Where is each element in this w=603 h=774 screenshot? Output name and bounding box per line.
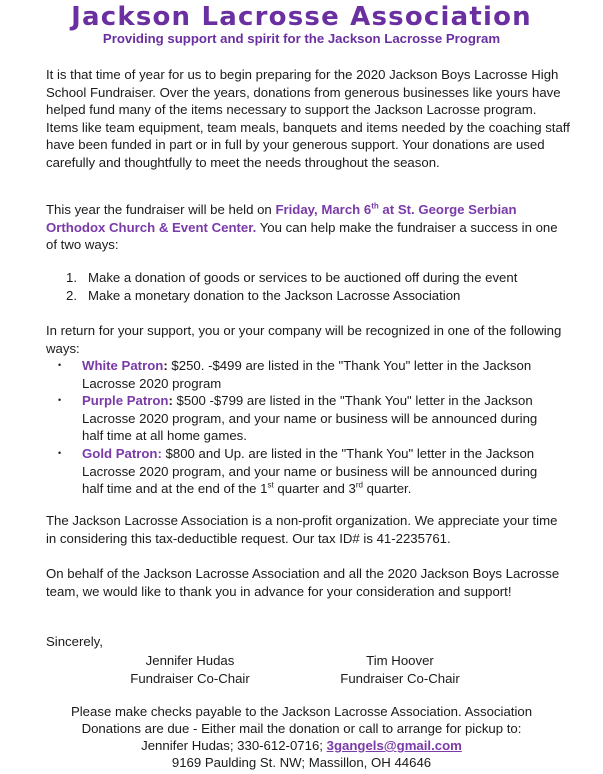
- footer-line: Donations are due - Either mail the donation or call to arrange for pickup to:: [81, 721, 522, 736]
- tier-text: $500 -$799 are listed in the "Thank You" letter in the Jackson Lacrosse 2020 program, and your name or business will be announced during half time at all home games.: [82, 393, 538, 444]
- footer-address: 9169 Paulding St. NW; Massillon, OH 44646: [171, 755, 432, 770]
- contact-text: Jennifer Hudas; 330-612-0716;: [141, 738, 327, 753]
- list-item: [66, 287, 566, 305]
- event-paragraph: [46, 201, 566, 254]
- bullet-icon: •: [58, 447, 62, 458]
- intro-paragraph: It is that time of year for us to begin preparing for the 2020 Jackson Boys Lacrosse High School Fundraiser. Over the years, donations from generous businesses like yours have helped fund many of the items necessary to support the Jackson Lacrosse program. Items like team equipment, team meals, banquets and items needed by the coaching staff have been funded in part or in full by your generous support. Your donations are used carefully and thoughtfully to meet the needs throughout the season.: [46, 67, 570, 170]
- event-text-after: You can help make the fundraiser a success in one of two ways:: [46, 219, 558, 253]
- list-number: 2.: [66, 288, 77, 303]
- tier-name: Gold Patron:: [82, 445, 162, 461]
- thanks-paragraph: On behalf of the Jackson Lacrosse Association and all the 2020 Jackson Boys Lacrosse team, we would like to thank you in advance for your consideration and support!: [46, 566, 560, 599]
- ordinal-sup: st: [267, 480, 274, 490]
- event-date-sup: th: [371, 201, 379, 211]
- ways-list: [66, 269, 566, 305]
- signer-name: Tim Hoover: [366, 653, 434, 668]
- tier-name: Purple Patron: [82, 393, 169, 409]
- footer-line: Please make checks payable to the Jackson Lacrosse Association. Association: [70, 704, 533, 719]
- tier-text: $250. -$499 are listed in the "Thank You" letter in the Jackson Lacrosse 2020 program: [82, 358, 532, 391]
- tier-text: quarter.: [362, 481, 412, 497]
- event-text-before: This year the fundraiser will be held on: [46, 202, 276, 217]
- signer-role: Fundraiser Co-Chair: [130, 670, 250, 686]
- signer-1: [110, 652, 270, 687]
- tier-name: White Patron: [82, 358, 164, 373]
- list-number: 1.: [66, 270, 77, 285]
- closing: Sincerely,: [46, 634, 103, 649]
- tier-gold: [58, 445, 548, 498]
- tier-text: $800 and Up. are listed in the "Thank You" letter in the Jackson Lacrosse 2020 program, and your name or business will be announced during half time and at the end of the 1: [82, 445, 538, 497]
- bullet-icon: •: [58, 360, 62, 370]
- list-text: Make a monetary donation to the Jackson Lacrosse Association: [88, 288, 461, 303]
- signer-2: [320, 652, 480, 687]
- list-item: [66, 269, 566, 287]
- tier-purple: [58, 392, 548, 445]
- tier-colon: :: [163, 358, 168, 373]
- email-link[interactable]: 3gangels@gmail.com: [326, 738, 462, 753]
- signer-name: Jennifer Hudas: [145, 653, 235, 668]
- event-venue: at St. George Serbian Orthodox Church & Event Center.: [46, 202, 517, 235]
- event-date-main: Friday, March 6: [275, 202, 372, 217]
- org-title: Jackson Lacrosse Association: [71, 2, 532, 32]
- nonprofit-paragraph: The Jackson Lacrosse Association is a non-profit organization. We appreciate your time in considering this tax-deductible request. Our tax ID# is 41-2235761.: [46, 513, 558, 546]
- ordinal-sup: rd: [355, 480, 363, 490]
- payment-footer: [0, 703, 603, 771]
- patron-tiers-list: [58, 357, 548, 498]
- recognition-intro: In return for your support, you or your company will be recognized in one of the following ways:: [46, 323, 562, 356]
- bullet-icon: •: [58, 395, 62, 406]
- footer-contact: [0, 737, 603, 754]
- tier-colon: :: [168, 393, 173, 409]
- signer-role: Fundraiser Co-Chair: [340, 670, 460, 686]
- org-subtitle: Providing support and spirit for the Jackson Lacrosse Program: [102, 31, 501, 46]
- list-text: Make a donation of goods or services to be auctioned off during the event: [88, 270, 518, 285]
- tier-white: [58, 357, 548, 392]
- tier-text: quarter and 3: [273, 481, 356, 497]
